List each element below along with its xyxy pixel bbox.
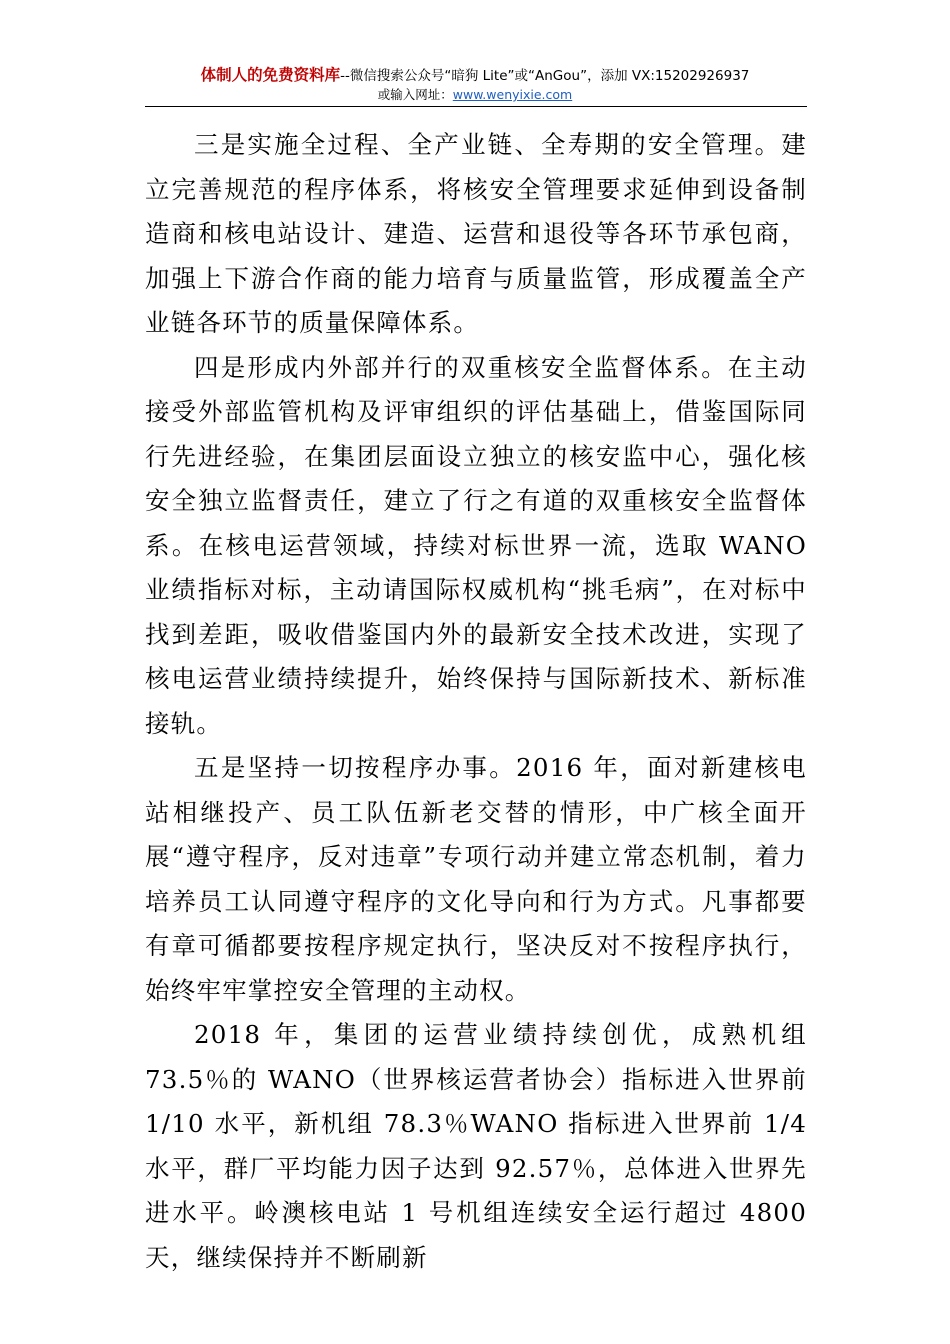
paragraph-safety-management: 三是实施全过程、全产业链、全寿期的安全管理。建立完善规范的程序体系，将核安全管理要求延伸到设备制造商和核电站设计、建造、运营和退役等各环节承包商，加强上下游合作商的能力培育与质量监管，形成覆盖全产业链各环节的质量保障体系。	[145, 130, 807, 337]
header-divider	[145, 106, 807, 107]
header-line-1	[145, 66, 805, 86]
paragraph-dual-supervision: 四是形成内外部并行的双重核安全监督体系。在主动接受外部监管机构及评审组织的评估基础上，借鉴国际同行先进经验，在集团层面设立独立的核安监中心，强化核安全独立监督责任，建立了行之有道的双重核安全监督体系。在核电运营领域，持续对标世界一流，选取 WANO 业绩指标对标，主动请国际权威机构“挑毛病”，在对标中找到差距，吸收借鉴国内外的最新安全技术改进，实现了核电运营业绩持续提升，始终保持与国际新技术、新标准接轨。	[145, 352, 807, 738]
header-line-2	[145, 86, 805, 104]
paragraph-follow-procedures: 五是坚持一切按程序办事。2016 年，面对新建核电站相继投产、员工队伍新老交替的情形，中广核全面开展“遵守程序，反对违章”专项行动并建立常态机制，着力培养员工认同遵守程序的文化导向和行为方式。凡事都要有章可循都要按程序规定执行，坚决反对不按程序执行，始终牢牢掌控安全管理的主动权。	[145, 753, 807, 1005]
document-body	[145, 123, 807, 1280]
header-brand: 体制人的免费资料库	[200, 66, 341, 84]
page-header	[145, 66, 805, 104]
header-url-prefix: 或输入网址：	[377, 87, 453, 102]
header-url-link[interactable]: www.wenyixie.com	[452, 87, 573, 102]
header-contact-info: --微信搜索公众号“暗狗 Lite”或“AnGou”，添加 VX:15202926937	[340, 68, 750, 84]
paragraph-2018-performance: 2018 年，集团的运营业绩持续创优，成熟机组 73.5％的 WANO（世界核运营者协会）指标进入世界前 1/10 水平，新机组 78.3％WANO 指标进入世界前 1/4 水平，群厂平均能力因子达到 92.57％，总体进入世界先进水平。岭澳核电站 1 号机组连续安全运行超过 4800 天，继续保持并不断刷新	[145, 1020, 807, 1272]
